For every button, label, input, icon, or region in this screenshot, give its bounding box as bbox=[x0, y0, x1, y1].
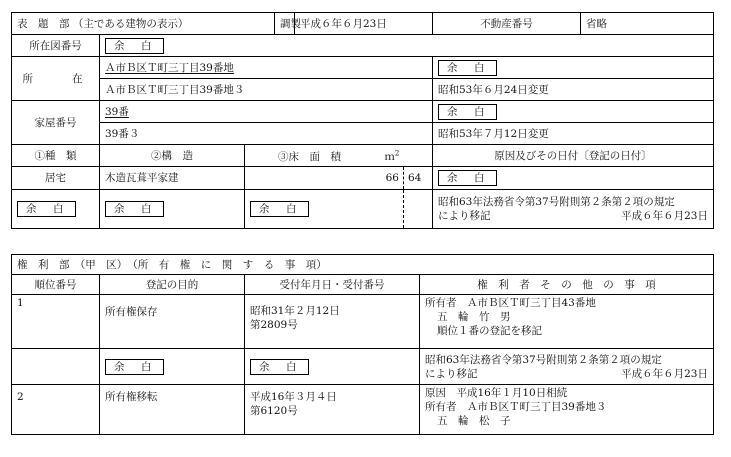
yohaku-box: 余 白 bbox=[105, 359, 164, 375]
yohaku-shurui bbox=[12, 190, 100, 229]
fudosan-label: 不動産番号 bbox=[433, 13, 581, 35]
iko-date: 平成６年６月23日 bbox=[621, 210, 708, 222]
r3-mokuteki: 所有権移転 bbox=[100, 385, 245, 435]
yohaku-box: 余 白 bbox=[438, 104, 497, 120]
hyodai-title: 表 題 部 bbox=[17, 17, 70, 30]
menseki-value bbox=[245, 167, 433, 190]
kenri-table bbox=[11, 254, 714, 435]
shozai-label: 所 在 bbox=[12, 57, 100, 101]
kaoku-old: 39番 bbox=[100, 101, 433, 123]
yohaku-box: 余 白 bbox=[105, 38, 164, 54]
kaoku-label: 家屋番号 bbox=[12, 101, 100, 145]
r3-no: 2 bbox=[12, 385, 100, 435]
r2-mokuteki bbox=[100, 349, 245, 385]
yohaku-box: 余 白 bbox=[438, 170, 497, 186]
menseki-decimal: 64 bbox=[408, 172, 422, 184]
shurui-value: 居宅 bbox=[12, 167, 100, 190]
chosei-label: 調製 bbox=[275, 13, 295, 35]
unit-m2: ｍ$^2$ bbox=[384, 149, 400, 164]
iko-cause: 昭和63年法務省令第37号附則第２条第２項の規定 により移記 平成６年６月23日 bbox=[433, 190, 714, 229]
header-mokuteki: 登記の目的 bbox=[100, 275, 245, 295]
r1-uketsuke: 昭和31年２月12日 第2809号 bbox=[245, 295, 420, 349]
kenri-title: 権 利 部 （甲 区） （所 有 権 に 関 す る 事 項） bbox=[12, 255, 714, 275]
header-gen: 原因及びその日付〔登記の日付〕 bbox=[433, 145, 714, 167]
hyodai-header bbox=[12, 13, 275, 35]
r2-uketsuke bbox=[245, 349, 420, 385]
gen-value bbox=[433, 167, 714, 190]
shozai-new-cause: 昭和53年６月24日変更 bbox=[433, 79, 714, 101]
r2-date: 平成６年６月23日 bbox=[621, 367, 708, 380]
shozai-old: Ａ市Ｂ区Ｔ町三丁目39番地 bbox=[100, 57, 433, 79]
chosei-date: 平成６年６月23日 bbox=[295, 13, 433, 35]
header-uketsuke: 受付年月日・受付番号 bbox=[245, 275, 420, 295]
fudosan-value: 省略 bbox=[581, 13, 714, 35]
yohaku-yuka bbox=[245, 190, 433, 229]
shozai-old-cause bbox=[433, 57, 714, 79]
shozai-new: Ａ市Ｂ区Ｔ町三丁目39番地３ bbox=[100, 79, 433, 101]
yohaku-box: 余 白 bbox=[438, 60, 497, 76]
r1-no: 1 bbox=[12, 295, 100, 349]
header-yuka: ③床 面 積 ｍ$^2$ bbox=[245, 145, 433, 167]
shozaizu-value bbox=[100, 35, 714, 57]
kozo-value: 木造瓦葺平家建 bbox=[100, 167, 245, 190]
yohaku-box: 余 白 bbox=[17, 201, 76, 217]
header-junni: 順位番号 bbox=[12, 275, 100, 295]
r1-kenrisha: 所有者 Ａ市Ｂ区Ｔ町三丁目43番地 五 輪 竹 男 順位１番の登記を移記 bbox=[420, 295, 714, 349]
r3-kenrisha: 原因 平成16年１月10日相続 所有者 Ａ市Ｂ区Ｔ町三丁目39番地３ 五 輪 松 子 bbox=[420, 385, 714, 435]
r2-kenrisha: 昭和63年法務省令第37号附則第２条第２項の規定 により移記 平成６年６月23日 bbox=[420, 349, 714, 385]
yohaku-box: 余 白 bbox=[250, 201, 309, 217]
kaoku-old-cause bbox=[433, 101, 714, 123]
hyodai-subtitle: （主である建物の表示） bbox=[72, 17, 189, 30]
r2-no bbox=[12, 349, 100, 385]
kaoku-new: 39番３ bbox=[100, 123, 433, 145]
kaoku-new-cause: 昭和53年７月12日変更 bbox=[433, 123, 714, 145]
r1-mokuteki: 所有権保存 bbox=[100, 295, 245, 349]
hyodai-table bbox=[11, 12, 714, 229]
header-kozo: ②構 造 bbox=[100, 145, 245, 167]
yohaku-box: 余 白 bbox=[105, 201, 164, 217]
yohaku-kozo bbox=[100, 190, 245, 229]
shozaizu-label: 所在図番号 bbox=[12, 35, 100, 57]
yohaku-box: 余 白 bbox=[250, 359, 309, 375]
r3-uketsuke: 平成16年３月４日 第6120号 bbox=[245, 385, 420, 435]
header-shurui: ①種 類 bbox=[12, 145, 100, 167]
header-kenrisha: 権 利 者 そ の 他 の 事 項 bbox=[420, 275, 714, 295]
menseki-integer: 66 bbox=[245, 167, 404, 189]
